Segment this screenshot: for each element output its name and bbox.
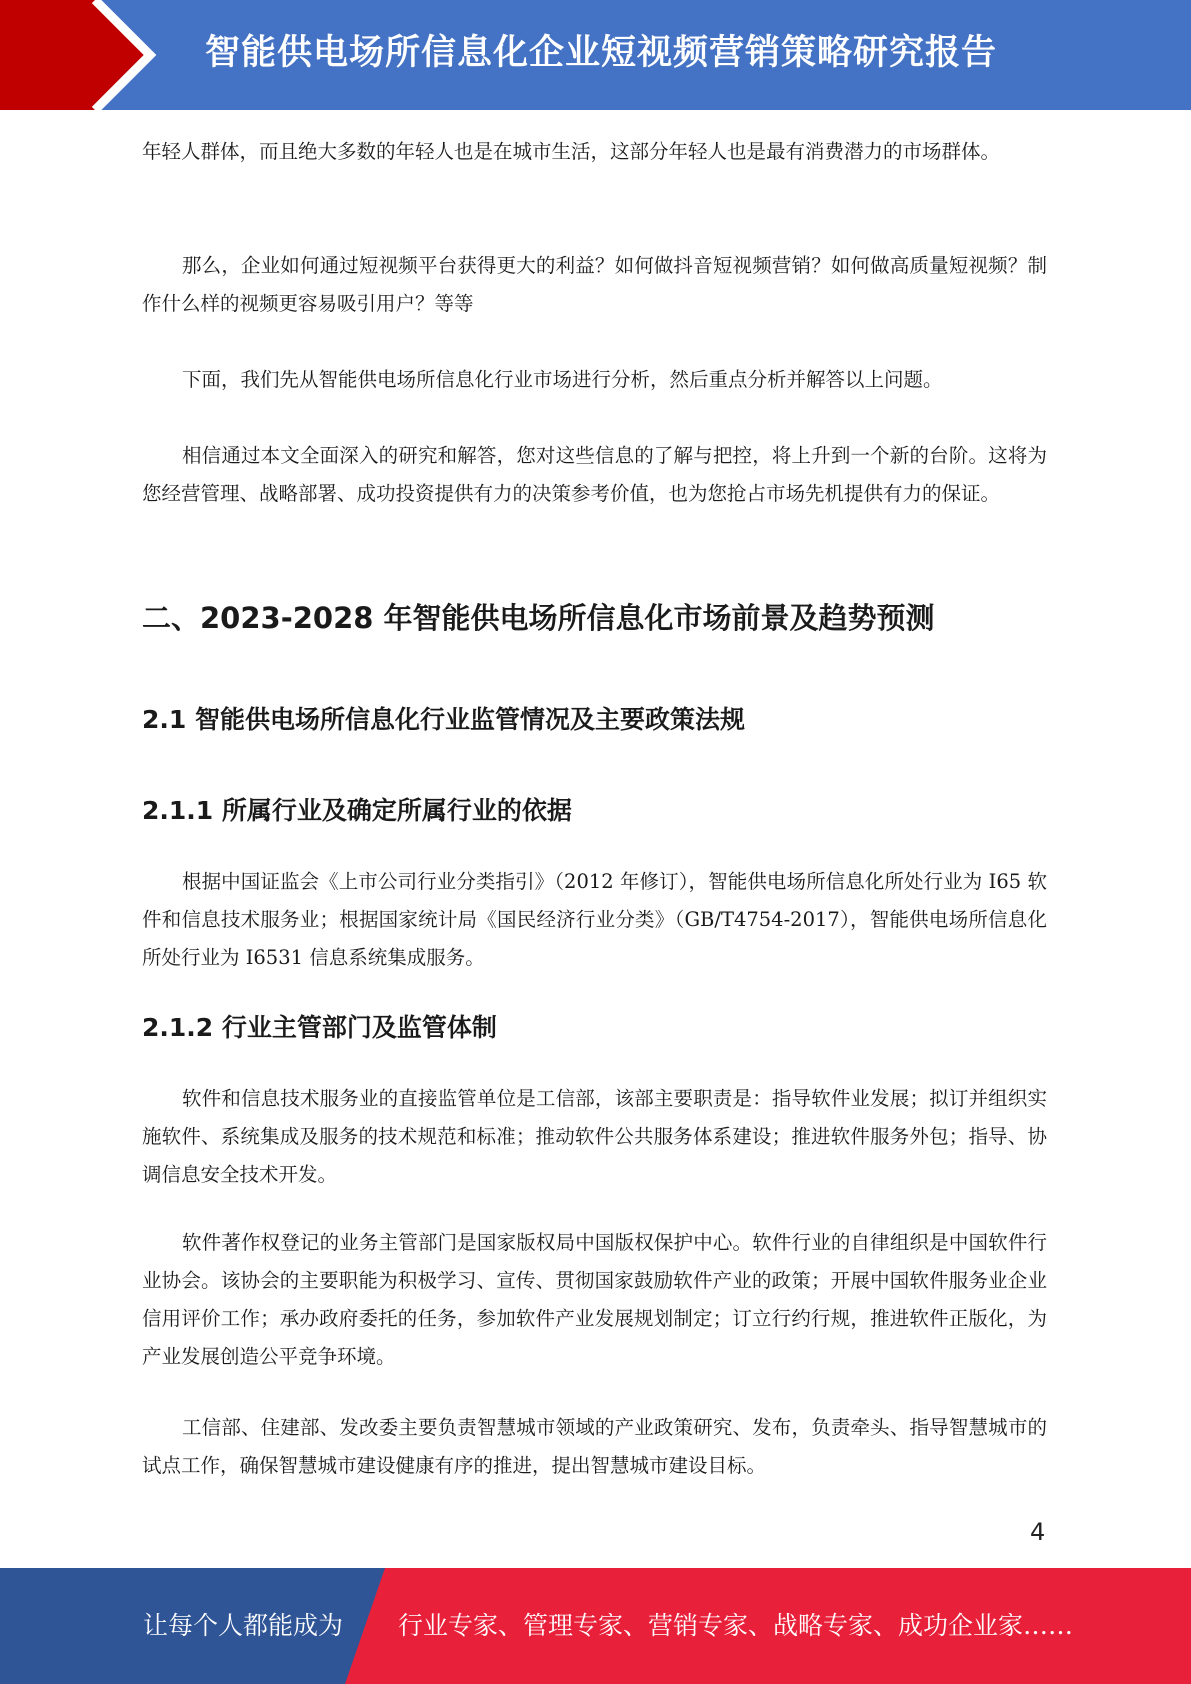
page-number: 4 xyxy=(1030,1518,1046,1546)
page-footer-banner xyxy=(0,1568,1191,1684)
paragraph-analysis-intro: 下面，我们先从智能供电场所信息化行业市场进行分析，然后重点分析并解答以上问题。 xyxy=(182,368,943,391)
paragraph-industry-classification: 根据中国证监会《上市公司行业分类指引》（2012 年修订），智能供电场所信息化所处行业为 I65 软件和信息技术服务业；根据国家统计局《国民经济行业分类》（GB/T4754-2017），智能供电场所信息化所处行业为 I6531 信息系统集成服务。 xyxy=(142,870,1047,969)
section-2-1-2-heading: 2.1.2 行业主管部门及监管体制 xyxy=(142,1013,497,1042)
paragraph-copyright-association: 软件著作权登记的业务主管部门是国家版权局中国版权保护中心。软件行业的自律组织是中国软件行业协会。该协会的主要职能为积极学习、宣传、贯彻国家鼓励软件产业的政策；开展中国软件服务业企业信用评价工作；承办政府委托的任务，参加软件产业发展规划制定；订立行约行规，推进软件正版化，为产业发展创造公平竞争环境。 xyxy=(142,1231,1047,1368)
footer-slogan-left: 让每个人都能成为 xyxy=(143,1611,344,1640)
paragraph-questions: 那么，企业如何通过短视频平台获得更大的利益？如何做抖音短视频营销？如何做高质量短视频？制作什么样的视频更容易吸引用户？等等 xyxy=(142,254,1047,315)
section-2-heading: 二、2023-2028 年智能供电场所信息化市场前景及趋势预测 xyxy=(142,601,935,635)
footer-slogan-right: 行业专家、管理专家、营销专家、战略专家、成功企业家…… xyxy=(398,1611,1074,1640)
page-header-banner xyxy=(0,0,1191,110)
paragraph-smart-city: 工信部、住建部、发改委主要负责智慧城市领域的产业政策研究、发布，负责牵头、指导智慧城市的试点工作，确保智慧城市建设健康有序的推进，提出智慧城市建设目标。 xyxy=(142,1416,1047,1477)
paragraph-regulator: 软件和信息技术服务业的直接监管单位是工信部，该部主要职责是：指导软件业发展；拟订并组织实施软件、系统集成及服务的技术规范和标准；推动软件公共服务体系建设；推进软件服务外包；指导、协调信息安全技术开发。 xyxy=(142,1087,1047,1186)
report-title: 智能供电场所信息化企业短视频营销策略研究报告 xyxy=(205,33,998,73)
paragraph-value: 相信通过本文全面深入的研究和解答，您对这些信息的了解与把控，将上升到一个新的台阶。这将为您经营管理、战略部署、成功投资提供有力的决策参考价值，也为您抢占市场先机提供有力的保证。 xyxy=(142,444,1047,505)
section-2-1-heading: 2.1 智能供电场所信息化行业监管情况及主要政策法规 xyxy=(142,705,745,734)
section-2-1-1-heading: 2.1.1 所属行业及确定所属行业的依据 xyxy=(142,796,572,825)
paragraph-young-audience: 年轻人群体，而且绝大多数的年轻人也是在城市生活，这部分年轻人也是最有消费潜力的市场群体。 xyxy=(142,140,1001,163)
